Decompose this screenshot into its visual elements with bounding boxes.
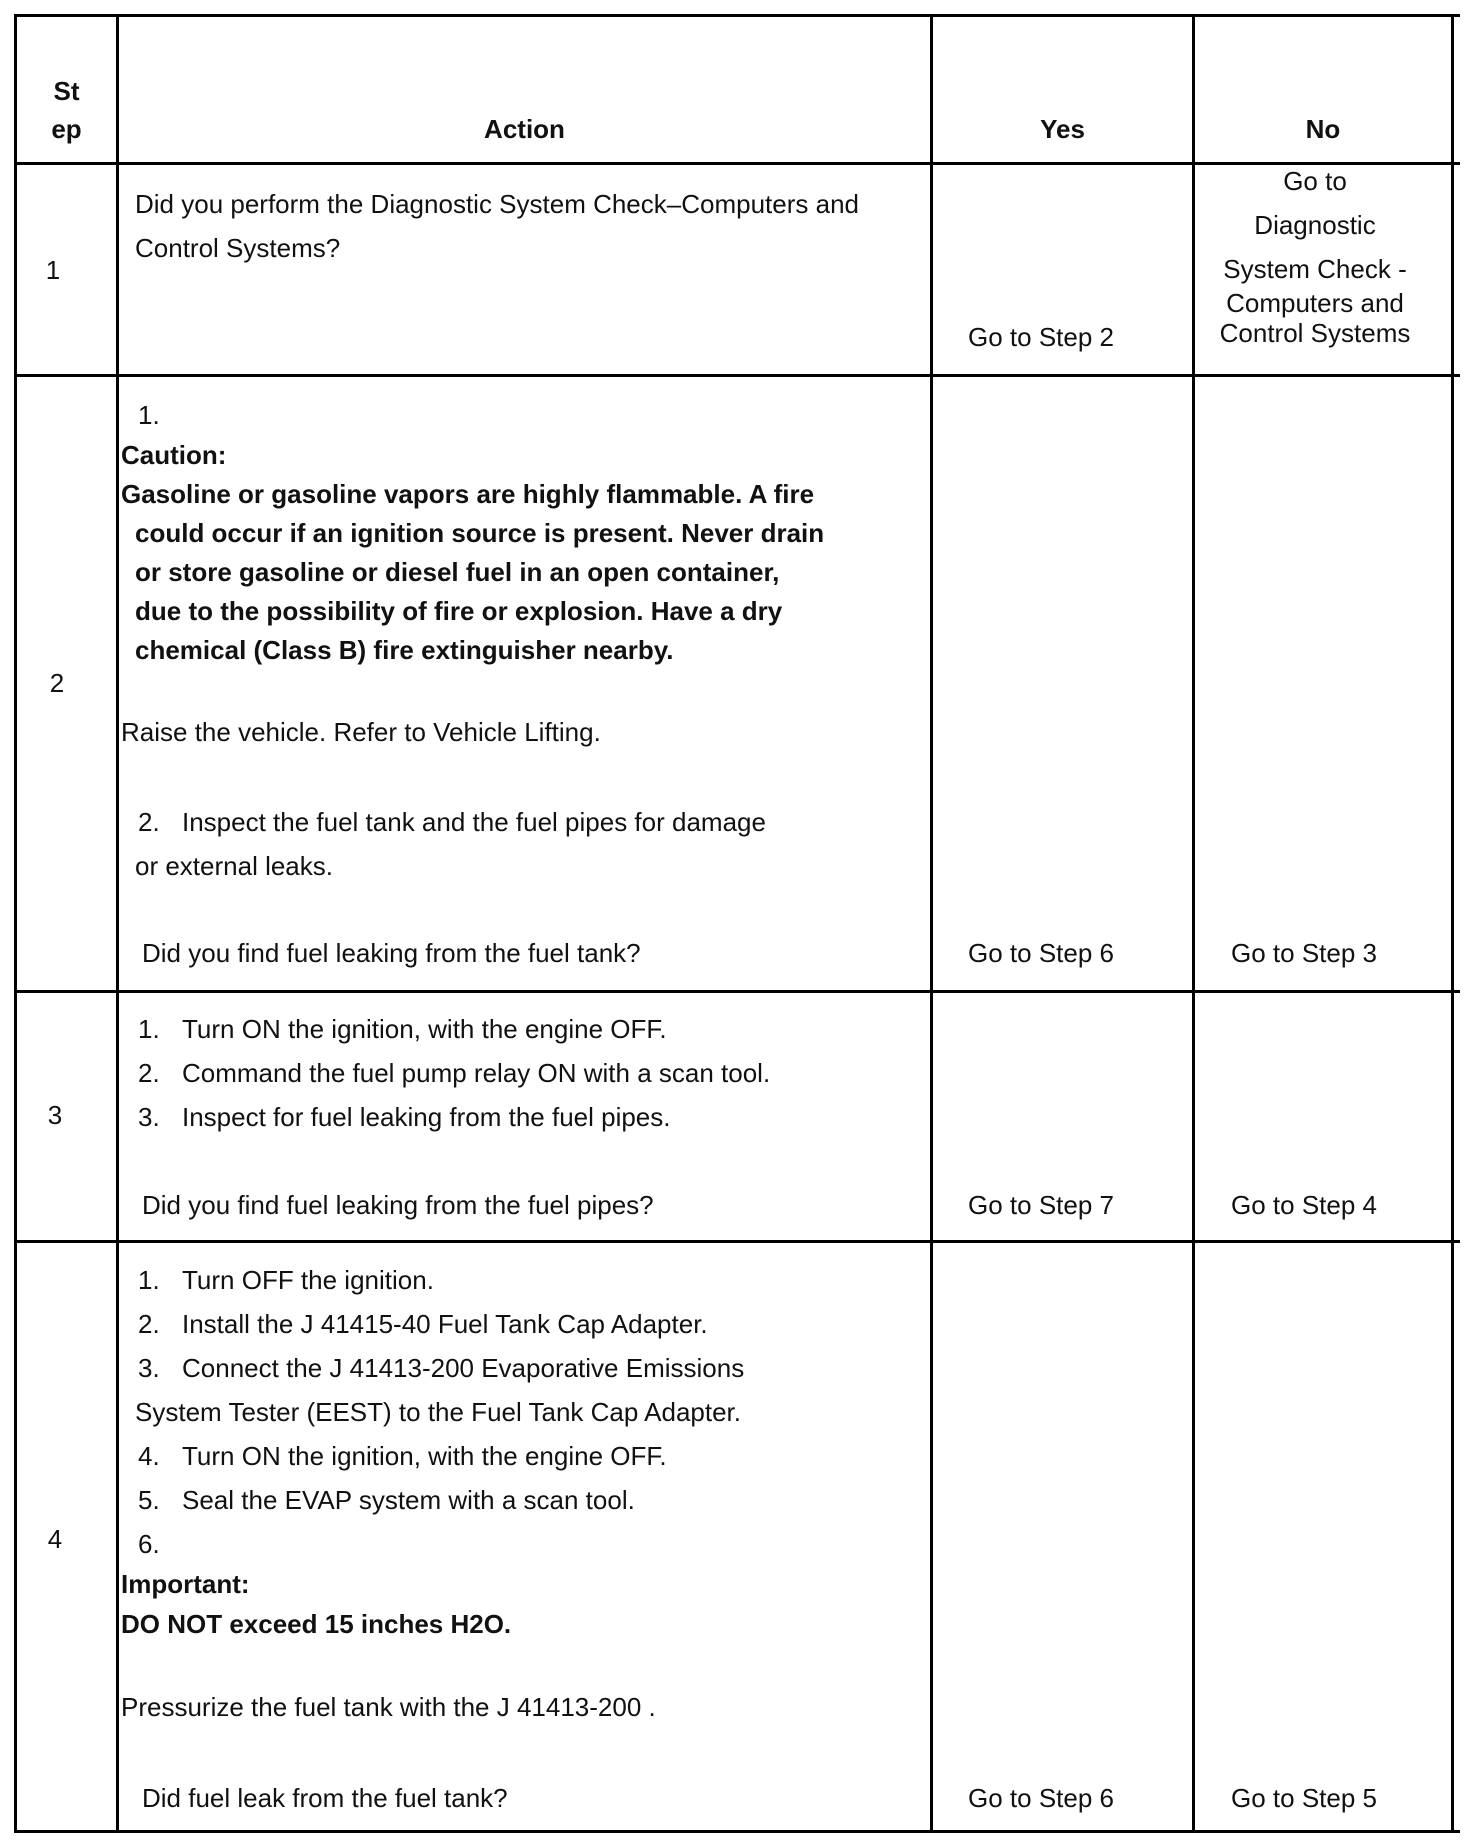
action-text: Seal the EVAP system with a scan tool. bbox=[182, 1485, 635, 1515]
action-text: or external leaks. bbox=[135, 851, 333, 881]
caution-text: due to the possibility of fire or explosion. Have a dry bbox=[135, 596, 783, 626]
list-number: 6. bbox=[138, 1529, 160, 1559]
table-border-right bbox=[1451, 14, 1454, 1833]
caution-text: chemical (Class B) fire extinguisher nearby. bbox=[135, 635, 674, 665]
header-step-line2: ep bbox=[51, 114, 82, 144]
action-text: Command the fuel pump relay ON with a scan tool. bbox=[182, 1058, 771, 1088]
question-text: Did fuel leak from the fuel tank? bbox=[142, 1783, 508, 1813]
action-text: System Tester (EEST) to the Fuel Tank Cap Adapter. bbox=[135, 1397, 741, 1427]
row3-divider bbox=[14, 1240, 1460, 1243]
action-text: Raise the vehicle. Refer to Vehicle Lifting. bbox=[121, 717, 601, 747]
yes-result: Go to Step 6 bbox=[968, 1783, 1114, 1813]
caution-text: could occur if an ignition source is present. Never drain bbox=[135, 518, 825, 548]
no-result: Go to Step 5 bbox=[1231, 1783, 1377, 1813]
no-result: Computers and bbox=[1226, 288, 1404, 318]
list-number: 2. bbox=[138, 1309, 160, 1339]
action-text: Pressurize the fuel tank with the J 41413-200 . bbox=[121, 1692, 656, 1722]
step-number: 2 bbox=[49, 668, 65, 698]
action-text: Install the J 41415-40 Fuel Tank Cap Adapter. bbox=[182, 1309, 708, 1339]
list-number: 1. bbox=[138, 1265, 160, 1295]
list-number: 5. bbox=[138, 1485, 160, 1515]
action-text: Did you perform the Diagnostic System Check–Computers and bbox=[135, 189, 859, 219]
list-number: 1. bbox=[138, 1014, 160, 1044]
col-divider-action bbox=[930, 14, 933, 1833]
action-text: Control Systems? bbox=[135, 233, 341, 263]
table-border-bottom bbox=[14, 1830, 1460, 1833]
header-divider bbox=[14, 162, 1460, 165]
no-result: Go to bbox=[1283, 166, 1347, 196]
list-number: 3. bbox=[138, 1102, 160, 1132]
important-label: Important: bbox=[121, 1569, 250, 1599]
step-number: 1 bbox=[45, 255, 61, 285]
list-number: 3. bbox=[138, 1353, 160, 1383]
caution-text: or store gasoline or diesel fuel in an open container, bbox=[135, 557, 780, 587]
list-number: 1. bbox=[138, 400, 160, 430]
table-border-top bbox=[14, 14, 1460, 17]
action-text: Inspect the fuel tank and the fuel pipes for damage bbox=[182, 807, 766, 837]
action-text: Turn ON the ignition, with the engine OFF. bbox=[182, 1441, 667, 1471]
no-result: Go to Step 3 bbox=[1231, 938, 1377, 968]
yes-result: Go to Step 6 bbox=[968, 938, 1114, 968]
header-yes: Yes bbox=[1040, 114, 1085, 144]
list-number: 4. bbox=[138, 1441, 160, 1471]
no-result: Control Systems bbox=[1219, 318, 1411, 348]
list-number: 2. bbox=[138, 1058, 160, 1088]
important-text: DO NOT exceed 15 inches H2O. bbox=[121, 1609, 512, 1639]
action-text: Inspect for fuel leaking from the fuel pipes. bbox=[182, 1102, 671, 1132]
yes-result: Go to Step 2 bbox=[968, 322, 1114, 352]
caution-label: Caution: bbox=[121, 440, 227, 470]
question-text: Did you find fuel leaking from the fuel pipes? bbox=[142, 1190, 654, 1220]
no-result: Go to Step 4 bbox=[1231, 1190, 1377, 1220]
header-no: No bbox=[1305, 114, 1341, 144]
question-text: Did you find fuel leaking from the fuel tank? bbox=[142, 938, 641, 968]
list-number: 2. bbox=[138, 807, 160, 837]
action-text: Turn OFF the ignition. bbox=[182, 1265, 434, 1295]
caution-text: Gasoline or gasoline vapors are highly flammable. A fire bbox=[121, 479, 815, 509]
table-border-left bbox=[14, 14, 17, 1833]
step-number: 3 bbox=[47, 1100, 63, 1130]
no-result: Diagnostic bbox=[1254, 210, 1376, 240]
header-step-line1: St bbox=[53, 76, 80, 106]
row2-divider bbox=[14, 990, 1460, 993]
yes-result: Go to Step 7 bbox=[968, 1190, 1114, 1220]
col-divider-yes bbox=[1192, 14, 1195, 1833]
step-number: 4 bbox=[47, 1524, 63, 1554]
action-text: Connect the J 41413-200 Evaporative Emissions bbox=[182, 1353, 745, 1383]
header-action: Action bbox=[484, 114, 565, 144]
no-result: System Check - bbox=[1223, 254, 1407, 284]
col-divider-step bbox=[116, 14, 119, 1833]
action-text: Turn ON the ignition, with the engine OFF. bbox=[182, 1014, 667, 1044]
row1-divider bbox=[14, 374, 1460, 377]
